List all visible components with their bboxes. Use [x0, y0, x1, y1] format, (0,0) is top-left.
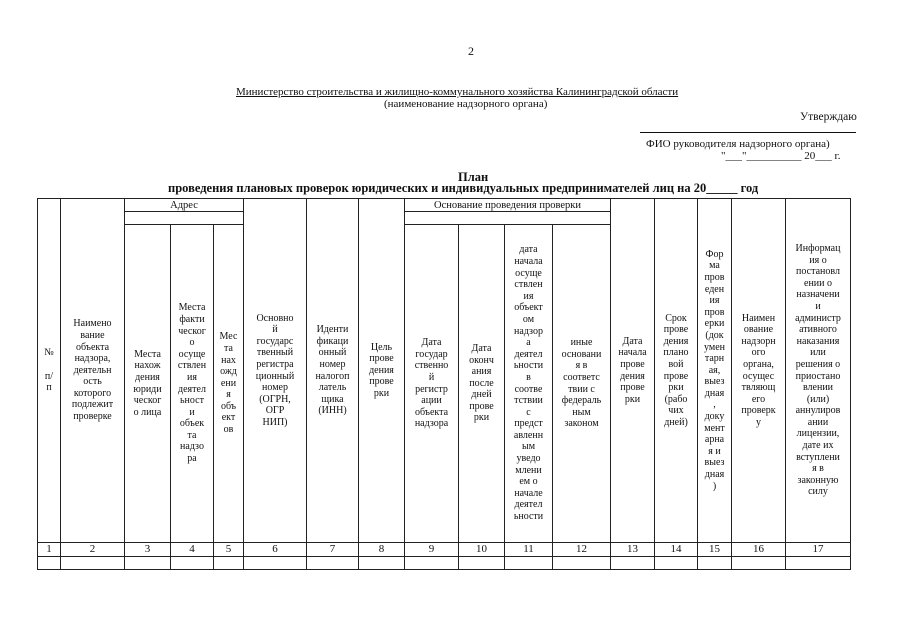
table-cell [214, 557, 244, 570]
header-col-11: дата начала осуще ствлен ия объект ом надзор а деятел ьности в соотве тствии с предст авленн ым уведо млени ем о начале деятел ьности [505, 225, 553, 543]
inspection-plan-table [37, 198, 851, 570]
col-number-12: 12 [553, 543, 611, 557]
col-number-16: 16 [732, 543, 786, 557]
col-number-5: 5 [214, 543, 244, 557]
header-col-6: Основно й государс твенный регистра ционный номер (ОГРН, ОГР НИП) [244, 199, 307, 543]
grounds-spacer [405, 212, 611, 225]
table-cell [61, 557, 125, 570]
table-cell [244, 557, 307, 570]
col-number-9: 9 [405, 543, 459, 557]
group-grounds: Основание проведения проверки [405, 199, 611, 212]
header-col-1: № п/ п [38, 199, 61, 543]
header-col-2: Наимено вание объекта надзора, деятельн ость которого подлежит проверке [61, 199, 125, 543]
col-number-1: 1 [38, 543, 61, 557]
col-number-6: 6 [244, 543, 307, 557]
header-col-7: Иденти фикаци онный номер налогоп латель щика (ИНН) [307, 199, 359, 543]
table-cell [553, 557, 611, 570]
col-number-10: 10 [459, 543, 505, 557]
agency-name: Министерство строительства и жилищно-коммунального хозяйства Калининградской области [236, 86, 679, 98]
approval-date-line: "___"__________ 20___ г. [721, 150, 841, 162]
page-number: 2 [468, 44, 474, 58]
header-col-9: Дата государ ственно й регистр ации объекта надзора [405, 225, 459, 543]
header-col-3: Места нахож дения юриди ческог о лица [125, 225, 171, 543]
col-number-11: 11 [505, 543, 553, 557]
header-col-16: Наимен ование надзорн ого органа, осущес твляющ его проверк у [732, 199, 786, 543]
table-cell [171, 557, 214, 570]
column-number-row [38, 543, 851, 557]
table-cell [732, 557, 786, 570]
table-cell [655, 557, 698, 570]
header-col-17: Информац ия о постановл ении о назначени и администр ативного наказания или решения о приостано влении (или) аннулиров ании лицензии, дате их вступлени я в законную силу [786, 199, 851, 543]
table-cell [459, 557, 505, 570]
plan-subtitle: проведения плановых проверок юридических и индивидуальных предпринимателей лиц на 20_____ год [168, 181, 759, 195]
agency-caption: (наименование надзорного органа) [384, 98, 548, 110]
table-cell [359, 557, 405, 570]
col-number-8: 8 [359, 543, 405, 557]
empty-data-row [38, 557, 851, 570]
col-number-17: 17 [786, 543, 851, 557]
table-cell [307, 557, 359, 570]
header-col-5: Мес та нах ожд ени я объ ект ов [214, 225, 244, 543]
header-col-8: Цель прове дения прове рки [359, 199, 405, 543]
header-col-4: Места факти ческог о осуще ствлен ия деятел ьност и объек та надзо ра [171, 225, 214, 543]
header-col-10: Дата оконч ания после дней прове рки [459, 225, 505, 543]
table-cell [38, 557, 61, 570]
group-address: Адрес [125, 199, 244, 212]
col-number-7: 7 [307, 543, 359, 557]
table-cell [698, 557, 732, 570]
col-number-2: 2 [61, 543, 125, 557]
col-number-13: 13 [611, 543, 655, 557]
table-cell [786, 557, 851, 570]
address-spacer [125, 212, 244, 225]
header-col-14: Срок прове дения плано вой прове рки (рабо чих дней) [655, 199, 698, 543]
col-number-4: 4 [171, 543, 214, 557]
head-caption: ФИО руководителя надзорного органа) [646, 138, 830, 150]
col-number-14: 14 [655, 543, 698, 557]
header-row-groups [38, 199, 851, 212]
header-col-15: Фор ма пров еден ия пров ерки (док умен тарн ая, выез дная , доку мент арна я и выез дная ) [698, 199, 732, 543]
plan-title: План [458, 170, 489, 184]
table-cell [611, 557, 655, 570]
col-number-15: 15 [698, 543, 732, 557]
signature-line [640, 132, 856, 133]
header-col-13: Дата начала прове дения прове рки [611, 199, 655, 543]
col-number-3: 3 [125, 543, 171, 557]
header-col-12: иные основани я в соответс твии с федераль ным законом [553, 225, 611, 543]
table-cell [405, 557, 459, 570]
table-cell [125, 557, 171, 570]
table-cell [505, 557, 553, 570]
approve-label: Утверждаю [800, 111, 857, 123]
